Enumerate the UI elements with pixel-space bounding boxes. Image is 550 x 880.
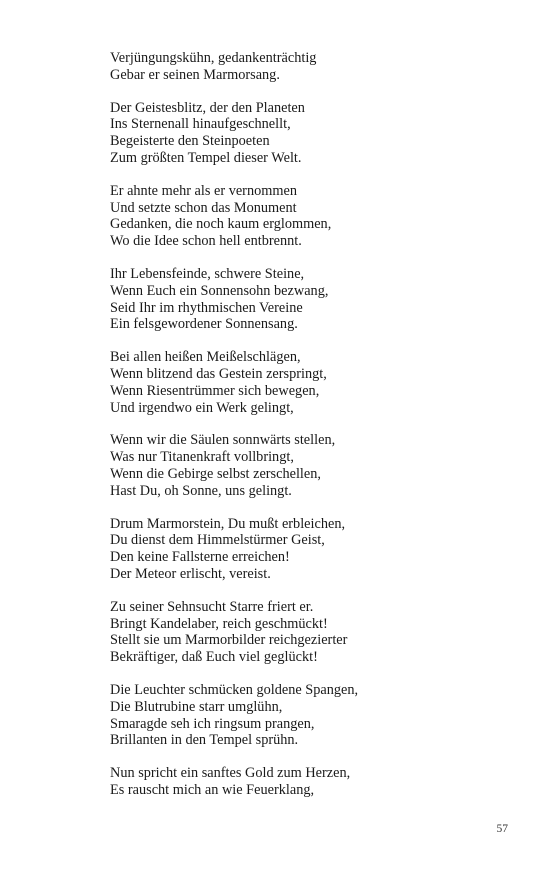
poem-line: Wenn Riesentrümmer sich bewegen,: [110, 382, 320, 399]
poem-line: Ins Sternenall hinaufgeschnellt,: [110, 116, 291, 133]
poem-line: Du dienst dem Himmelstürmer Geist,: [110, 532, 325, 549]
poem-line: Die Blutrubine starr umglühn,: [110, 698, 283, 715]
poem-line: Es rauscht mich an wie Feuerklang,: [110, 781, 315, 798]
poem-line: Wenn wir die Säulen sonnwärts stellen,: [110, 432, 336, 449]
poem-line: Bekräftiger, daß Euch viel geglückt!: [110, 649, 318, 666]
poem-line: Brillanten in den Tempel sprühn.: [110, 732, 299, 749]
stanza: [110, 349, 510, 416]
poem-line: Zu seiner Sehnsucht Starre friert er.: [110, 598, 314, 615]
poem-line: Ein felsgewordener Sonnensang.: [110, 316, 298, 333]
poem-line: Seid Ihr im rhythmischen Vereine: [110, 299, 303, 316]
stanza: [110, 516, 510, 583]
stanza: [110, 682, 510, 749]
poem-line: Bringt Kandelaber, reich geschmückt!: [110, 615, 328, 632]
stanza: [110, 765, 510, 799]
poem-line: Wo die Idee schon hell entbrennt.: [110, 233, 302, 250]
poem-body: [110, 50, 510, 815]
poem-line: Zum größten Tempel dieser Welt.: [110, 149, 302, 166]
poem-line: Stellt sie um Marmorbilder reichgezierter: [110, 632, 348, 649]
poem-line: Drum Marmorstein, Du mußt erbleichen,: [110, 515, 346, 532]
poem-line: Er ahnte mehr als er vernommen: [110, 182, 297, 199]
poem-line: Wenn blitzend das Gestein zerspringt,: [110, 365, 327, 382]
stanza: [110, 599, 510, 666]
poem-line: Was nur Titanenkraft vollbringt,: [110, 449, 294, 466]
stanza: [110, 432, 510, 499]
poem-line: Der Geistesblitz, der den Planeten: [110, 99, 305, 116]
poem-line: Nun spricht ein sanftes Gold zum Herzen,: [110, 765, 351, 782]
poem-line: Ihr Lebensfeinde, schwere Steine,: [110, 265, 305, 282]
poem-line: Begeisterte den Steinpoeten: [110, 133, 270, 150]
poem-line: Und irgendwo ein Werk gelingt,: [110, 399, 294, 416]
page-number: 57: [496, 823, 508, 835]
poem-line: Bei allen heißen Meißelschlägen,: [110, 349, 301, 366]
stanza: [110, 100, 510, 167]
poem-line: Den keine Fallsterne erreichen!: [110, 549, 290, 566]
stanza: [110, 183, 510, 250]
poem-line: Hast Du, oh Sonne, uns gelingt.: [110, 482, 292, 499]
poem-line: Gebar er seinen Marmorsang.: [110, 66, 280, 83]
poem-line: Verjüngungskühn, gedankenträchtig: [110, 50, 317, 66]
poem-line: Smaragde seh ich ringsum prangen,: [110, 715, 315, 732]
poem-line: Wenn die Gebirge selbst zerschellen,: [110, 465, 321, 482]
poem-line: Gedanken, die noch kaum erglommen,: [110, 216, 332, 233]
stanza: [110, 50, 510, 84]
stanza: [110, 266, 510, 333]
poem-line: Und setzte schon das Monument: [110, 199, 297, 216]
poem-line: Die Leuchter schmücken goldene Spangen,: [110, 681, 359, 698]
poem-line: Der Meteor erlischt, vereist.: [110, 565, 271, 582]
poem-line: Wenn Euch ein Sonnensohn bezwang,: [110, 282, 329, 299]
